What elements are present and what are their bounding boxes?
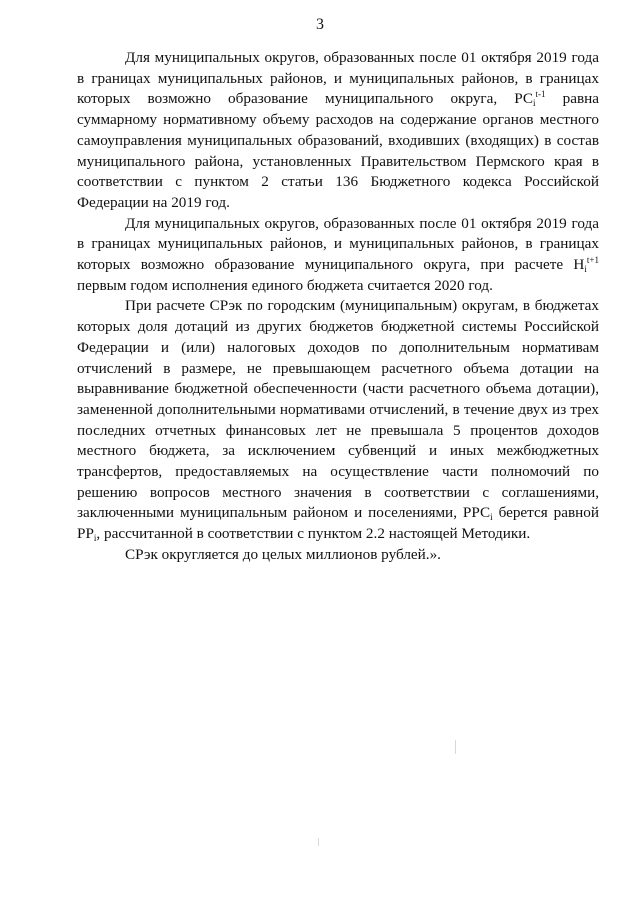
subscript-i: i (584, 264, 587, 275)
text-fragment: При расчете СРэк по городским (муниципальным) округам, в бюджетах которых доля дотаций из других бюджетов бюджетной системы Российской Федерации и (или) налоговых доходов по дополнительным нормативам отчислений в размере, не превышающем расчетного объема дотации на выравнивание бюджетной обеспеченности (части расчетного объема дотации), замененной дополнительными нормативами отчислений, в течение двух из трех последних отчетных финансовых лет не превышала 5 процентов доходов местного бюджета, за исключением субвенций и иных межбюджетных трансфертов, предоставляемых на осуществление части полномочий по решению вопросов местного значения в соответствии с соглашениями, заключенными муниципальным районом и поселениями, РРС (77, 297, 599, 522)
paragraph-municipal-okrug-h (77, 214, 599, 297)
scan-artifact (318, 838, 319, 846)
paragraph-srek-calculation (77, 296, 599, 544)
scan-artifact (455, 740, 456, 754)
text-fragment: берется равной РР (77, 504, 599, 543)
text-fragment: равна суммарному нормативному объему расходов на содержание органов местного самоуправления муниципальных образований, входивших (входящих) в состав муниципального района, установленных Правительством Пермского края в соответствии с пунктом 2 статьи 136 Бюджетного кодекса Российской Федерации на 2019 год. (77, 90, 599, 211)
text-fragment: , рассчитанной в соответствии с пунктом 2.2 настоящей Методики. (96, 525, 531, 543)
superscript-t-minus-1: t-1 (535, 89, 546, 100)
paragraph-srek-rounding: СРэк округляется до целых миллионов рублей.». (125, 545, 441, 563)
subscript-i: i (490, 512, 493, 523)
paragraph-municipal-okrug-rs (77, 48, 599, 214)
document-body (77, 48, 599, 566)
superscript-t-plus-1: t+1 (586, 255, 599, 266)
text-fragment: первым годом исполнения единого бюджета считается 2020 год. (77, 276, 493, 294)
subscript-i: i (533, 98, 536, 109)
text-fragment: Для муниципальных округов, образованных после 01 октября 2019 года в границах муниципальных районов, и муниципальных районов, в границах которых возможно образование муниципального округа, РС (77, 49, 599, 108)
subscript-i: i (93, 533, 97, 544)
text-fragment: Для муниципальных округов, образованных после 01 октября 2019 года в границах муниципальных районов, и муниципальных районов, в границах которых возможно образование муниципального округа, при расчете Н (77, 214, 599, 274)
page-number: 3 (316, 16, 324, 33)
